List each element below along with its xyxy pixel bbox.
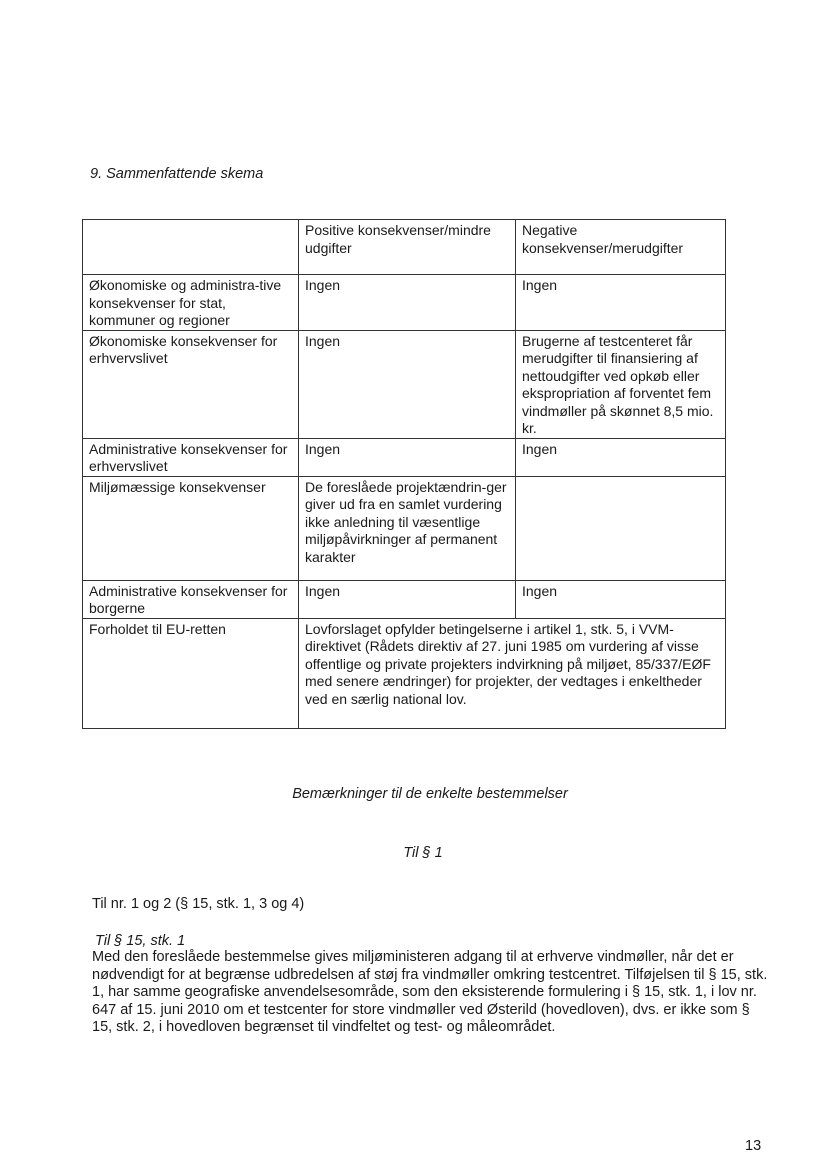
- table-row: [83, 476, 726, 580]
- table-row-eu: [83, 618, 726, 728]
- row-label: Økonomiske og administra-tive konsekvenser for stat, kommuner og regioner: [83, 275, 299, 331]
- row-negative: [516, 476, 726, 580]
- row-label: Økonomiske konsekvenser for erhvervslivet: [83, 330, 299, 438]
- row-label: Administrative konsekvenser for borgerne: [83, 580, 299, 618]
- row-negative: Brugerne af testcenteret får merudgifter til finansiering af nettoudgifter ved opkøb eller ekspropriation af forventet fem vindmøller på skønnet 8,5 mio. kr.: [516, 330, 726, 438]
- table-row: [83, 438, 726, 476]
- page-number: 13: [745, 1138, 762, 1154]
- table-header-row: [83, 220, 726, 275]
- row-positive: Ingen: [299, 438, 516, 476]
- table-row: [83, 580, 726, 618]
- body-paragraph: Med den foreslåede bestemmelse gives miljøministeren adgang til at erhverve vindmøller, når det er nødvendigt for at begrænse udbredelsen af støj fra vindmøller omkring testcentret. Tilføjelsen til § 15, stk. 1, har samme geografiske anvendelsesområde, som den eksisterende formulering i § 15, stk. 1, i lov nr. 647 af 15. juni 2010 om et testcenter for store vindmøller ved Østerild (hovedloven), dvs. er ikke som § 15, stk. 2, i hovedloven begrænset til vindfeltet og test- og måleområdet.: [92, 949, 768, 1035]
- row-negative: Ingen: [516, 580, 726, 618]
- row-negative: Ingen: [516, 275, 726, 331]
- row-positive: Ingen: [299, 330, 516, 438]
- row-negative: Ingen: [516, 438, 726, 476]
- row-positive: Ingen: [299, 275, 516, 331]
- table-row: [83, 275, 726, 331]
- header-empty-cell: [83, 220, 299, 275]
- header-positive: Positive konsekvenser/mindre udgifter: [299, 220, 516, 275]
- table-row: [83, 330, 726, 438]
- row-label: Miljømæssige konsekvenser: [83, 476, 299, 580]
- row-positive: De foreslåede projektændrin-ger giver ud fra en samlet vurdering ikke anledning til væsentlige miljøpåvirkninger af permanent karakter: [299, 476, 516, 580]
- nr-line: Til nr. 1 og 2 (§ 15, stk. 1, 3 og 4): [92, 896, 305, 912]
- summary-table: [82, 219, 726, 729]
- eu-row-text: Lovforslaget opfylder betingelserne i artikel 1, stk. 5, i VVM-direktivet (Rådets direktiv af 27. juni 1985 om vurdering af visse offentlige og private projekters indvirkning på miljøet, 85/337/EØF med senere ændringer) for projekter, der vedtages i enkeltheder ved en særlig national lov.: [299, 618, 726, 728]
- remarks-heading: Bemærkninger til de enkelte bestemmelser: [292, 786, 568, 802]
- eu-row-label: Forholdet til EU-retten: [83, 618, 299, 728]
- section-heading: 9. Sammenfattende skema: [90, 166, 264, 182]
- row-positive: Ingen: [299, 580, 516, 618]
- header-negative: Negative konsekvenser/merudgifter: [516, 220, 726, 275]
- sub-heading: Til § 15, stk. 1: [95, 933, 186, 949]
- til-heading: Til § 1: [403, 845, 443, 861]
- row-label: Administrative konsekvenser for erhvervslivet: [83, 438, 299, 476]
